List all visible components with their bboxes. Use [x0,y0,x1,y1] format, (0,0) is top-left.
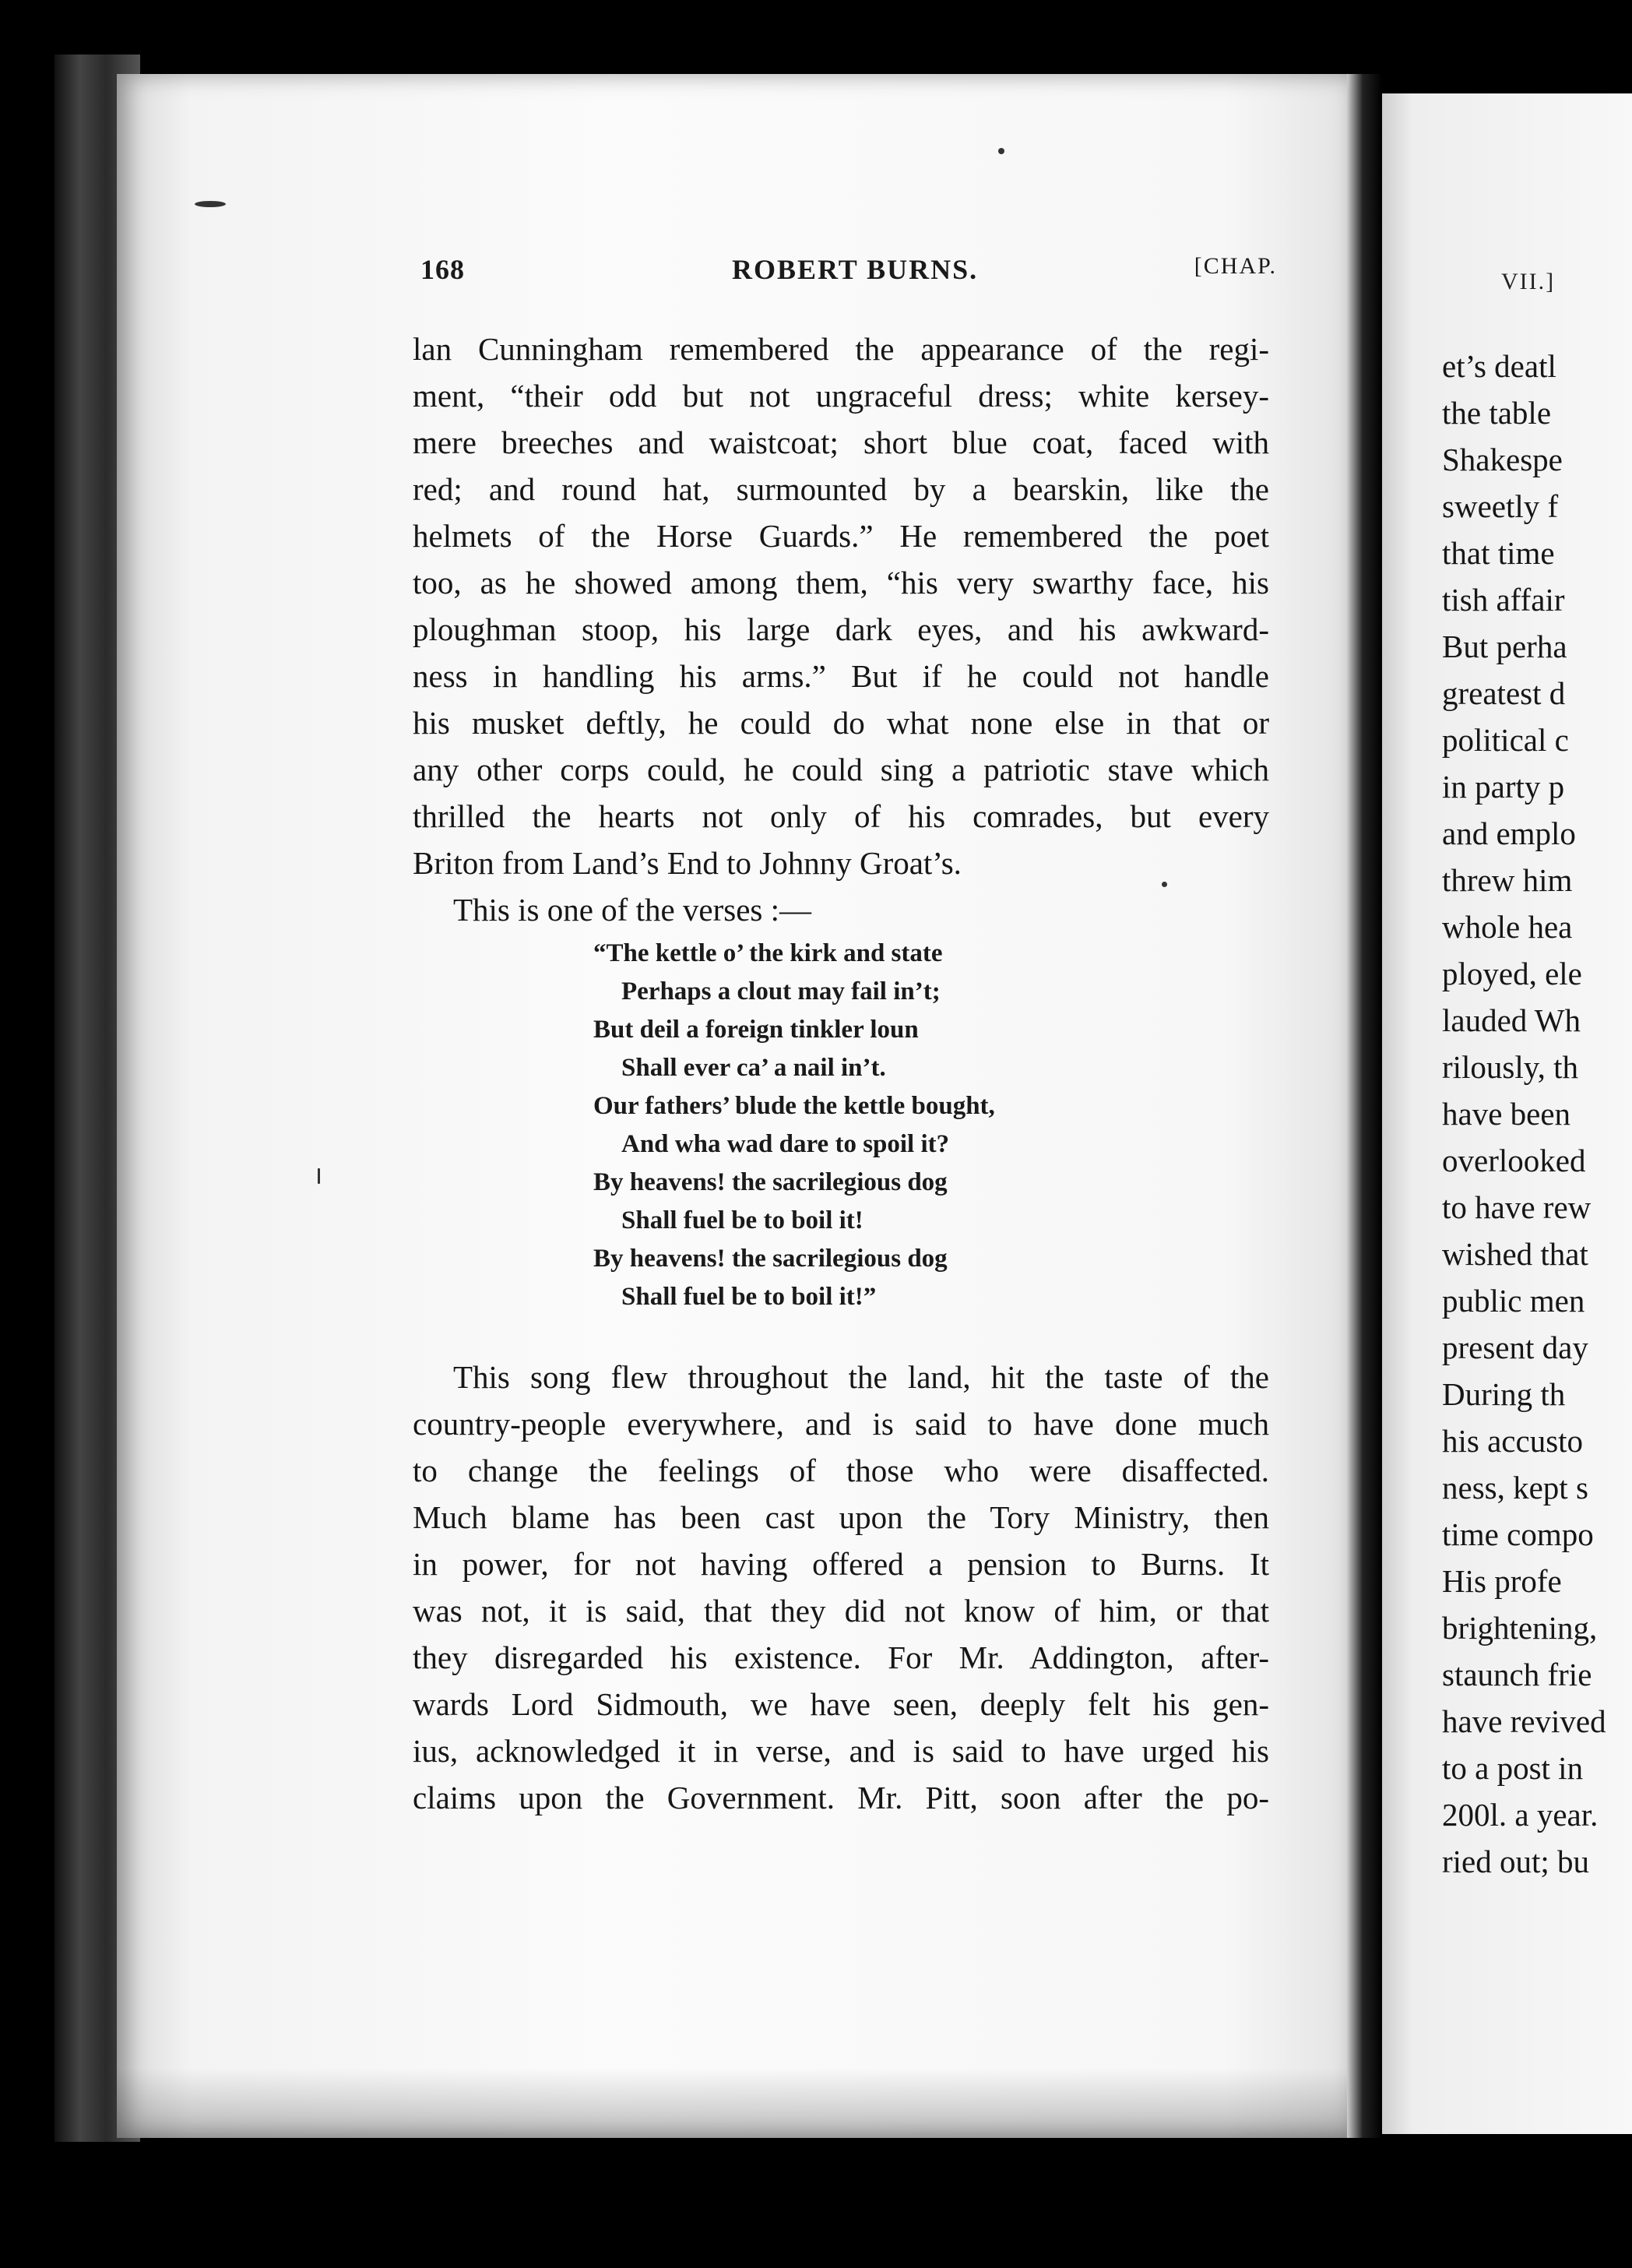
verse-line: Shall fuel be to boil it!” [621,1283,877,1311]
text-line: political c [1442,722,1569,758]
text-line: mere breeches and waistcoat; short blue coat, faced with [413,424,1269,460]
text-line: in party p [1442,769,1565,805]
verse-line: By heavens! the sacrilegious dog [593,1245,948,1273]
verse-line: And wha wad dare to spoil it? [621,1130,950,1158]
scan-speck [195,201,226,207]
text-line: that time [1442,535,1555,571]
text-line: greatest d [1442,675,1566,711]
scan-speck [318,1168,320,1184]
verse-line: Our fathers’ blude the kettle bought, [593,1092,995,1120]
verse-intro: This is one of the verses :— [453,892,812,928]
page-bottom-shadow [117,2068,1347,2138]
text-line: too, as he showed among them, “his very swarthy face, his [413,565,1269,600]
verse-line: Shall ever ca’ a nail in’t. [621,1054,886,1082]
text-line: red; and round hat, surmounted by a bearskin, like the [413,471,1269,507]
text-line: Briton from Land’s End to Johnny Groat’s. [413,845,962,881]
text-line: 200l. a year. [1442,1797,1599,1833]
text-line: they disregarded his existence. For Mr. Addington, after- [413,1639,1269,1675]
text-line: whole hea [1442,909,1573,945]
text-line: time compo [1442,1516,1594,1552]
verse-line: By heavens! the sacrilegious dog [593,1168,948,1196]
page-number: 168 [420,254,465,285]
text-line: the table [1442,395,1552,431]
text-line: threw him [1442,862,1573,898]
text-line: ployed, ele [1442,956,1582,991]
verse-line: Perhaps a clout may fail in’t; [621,977,941,1005]
text-line: staunch frie [1442,1657,1592,1692]
text-line: his accusto [1442,1423,1584,1459]
text-line: lauded Wh [1442,1002,1581,1038]
text-line: sweetly f [1442,488,1559,524]
text-line: ness in handling his arms.” But if he could not handle [413,658,1269,694]
text-line: have been [1442,1096,1571,1132]
text-line: to change the feelings of those who were disaffected. [413,1453,1269,1488]
text-line: any other corps could, he could sing a patriotic stave which [413,752,1269,787]
text-line: This song flew throughout the land, hit the taste of the [453,1359,1269,1395]
text-line: But perha [1442,629,1567,664]
text-line: in power, for not having offered a pension to Burns. It [413,1546,1269,1582]
text-line: et’s deatl [1442,348,1556,384]
text-line: and emplo [1442,815,1576,851]
text-line: was not, it is said, that they did not know of him, or that [413,1593,1269,1629]
text-line: brightening, [1442,1610,1598,1646]
text-line: lan Cunningham remembered the appearance of the regi- [413,331,1269,367]
running-head [420,253,1277,300]
text-line: have revived [1442,1703,1606,1739]
text-line: his musket deftly, he could do what none else in that or [413,705,1269,741]
verse-line: Shall fuel be to boil it! [621,1206,863,1234]
text-line: thrilled the hearts not only of his comrades, but every [413,798,1269,834]
paragraph-2 [413,1354,1269,1821]
right-chapter-marker: VII.] [1501,269,1556,294]
text-line: to have rew [1442,1189,1592,1225]
text-line: His profe [1442,1563,1562,1599]
text-line: ius, acknowledged it in verse, and is said to have urged his [413,1733,1269,1769]
text-line: During th [1442,1376,1566,1412]
right-page-text [1442,343,1632,1885]
text-line: present day [1442,1329,1588,1365]
text-line: Much blame has been cast upon the Tory Ministry, then [413,1499,1269,1535]
text-line: ploughman stoop, his large dark eyes, and his awkward- [413,611,1269,647]
text-line: ness, kept s [1442,1470,1588,1506]
text-line: overlooked [1442,1143,1586,1178]
verse-line: “The kettle o’ the kirk and state [593,939,943,967]
scan-speck [998,148,1004,154]
verse-block [593,935,1138,1316]
page-gutter [1347,74,1382,2138]
text-line: ment, “their odd but not ungraceful dress; white kersey- [413,378,1269,414]
text-line: wished that [1442,1236,1588,1272]
text-line: rilously, th [1442,1049,1579,1085]
text-line: helmets of the Horse Guards.” He remembered the poet [413,518,1269,554]
running-title: ROBERT BURNS. [732,254,979,285]
text-line: country-people everywhere, and is said to have done much [413,1406,1269,1442]
text-line: Shakespe [1442,442,1563,477]
verse-line: But deil a foreign tinkler loun [593,1016,919,1044]
text-line: ried out; bu [1442,1844,1590,1879]
text-line: wards Lord Sidmouth, we have seen, deeply felt his gen- [413,1686,1269,1722]
paragraph-1 [413,326,1269,933]
text-line: claims upon the Government. Mr. Pitt, soon after the po- [413,1780,1269,1815]
text-line: tish affair [1442,582,1565,618]
chapter-marker: [CHAP. [1194,253,1277,279]
text-line: public men [1442,1283,1585,1319]
text-line: to a post in [1442,1750,1584,1786]
